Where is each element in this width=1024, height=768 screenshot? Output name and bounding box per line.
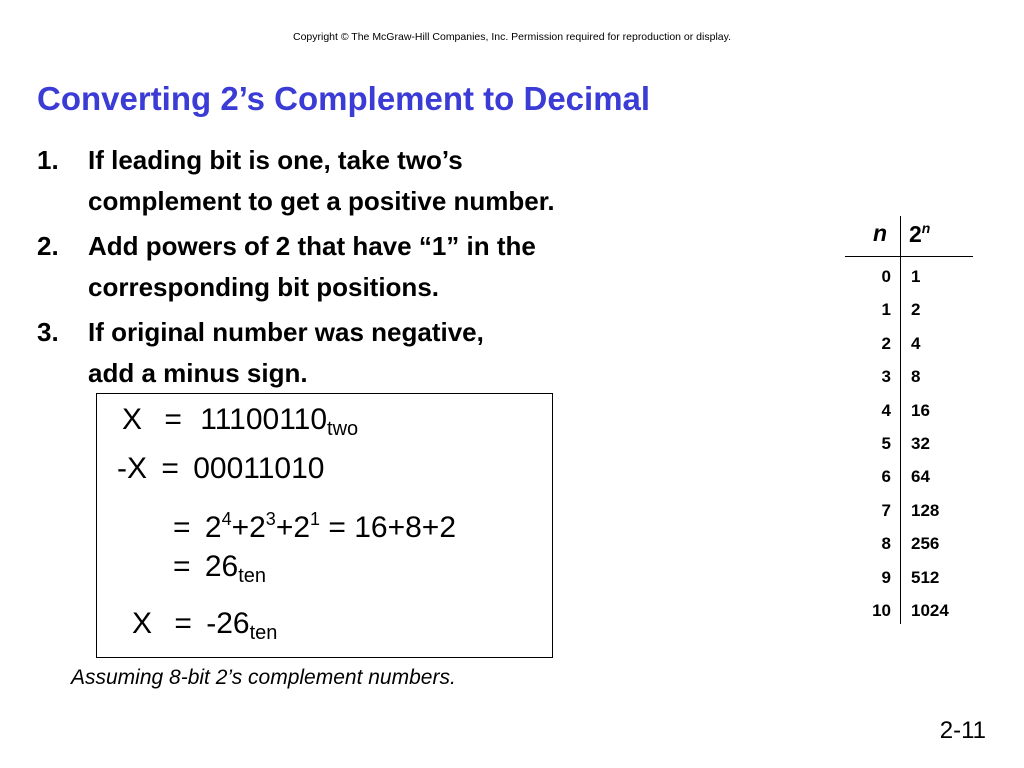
steps-list (37, 140, 737, 398)
copyright-notice: Copyright © The McGraw-Hill Companies, Inc. Permission required for reproduction or display. (292, 31, 732, 43)
table-row (845, 494, 975, 527)
slide-number: 2-11 (939, 717, 986, 744)
table-cell-n: 10 (872, 601, 891, 620)
final-result-line (132, 606, 277, 651)
assumption-note: Assuming 8-bit 2’s complement numbers. (71, 666, 456, 689)
step-line: If original number was negative, (88, 317, 484, 347)
table-cell-n: 1 (881, 300, 891, 320)
slide-title: Converting 2’s Complement to Decimal (37, 80, 651, 117)
step-line: complement to get a positive number. (88, 186, 555, 216)
sum-expansion: = 16+8+2 (320, 511, 457, 544)
step-1 (37, 140, 737, 222)
step-number: 3. (37, 317, 59, 347)
step-number: 2. (37, 231, 59, 261)
table-cell-n: 4 (881, 400, 891, 420)
table-cell-n: 6 (881, 467, 891, 487)
step-line: corresponding bit positions. (88, 272, 439, 302)
example-box (96, 393, 553, 658)
decimal-base-subscript: ten (238, 565, 267, 587)
step-line: add a minus sign. (88, 358, 308, 388)
equals-sign: = (161, 452, 179, 485)
table-row (845, 427, 975, 460)
table-row (845, 594, 975, 627)
final-base-subscript: ten (249, 622, 278, 644)
step-2 (37, 226, 737, 308)
table-cell-power: 256 (911, 534, 940, 554)
table-cell-power: 128 (911, 500, 940, 520)
table-cell-power: 16 (911, 400, 930, 420)
header-power (909, 220, 930, 248)
step-line: Add powers of 2 that have “1” in the (88, 231, 536, 261)
x-binary-value: 11100110 (200, 403, 328, 436)
table-cell-n: 5 (881, 434, 891, 453)
table-cell-power: 4 (911, 333, 921, 353)
power-exponent: 4 (221, 509, 232, 529)
table-cell-power: 2 (911, 300, 921, 320)
x-label: X (132, 607, 153, 640)
x-value-line (122, 402, 358, 447)
table-row (845, 394, 975, 427)
step-line: If leading bit is one, take two’s (88, 145, 463, 175)
power-exponent: 1 (310, 509, 321, 529)
neg-x-line (117, 451, 324, 487)
table-cell-power: 512 (911, 567, 940, 587)
neg-x-binary-value: 00011010 (193, 452, 325, 485)
table-row (845, 527, 975, 560)
x-label: X (122, 403, 143, 436)
table-cell-power: 8 (911, 367, 921, 387)
equals-sign: = (174, 607, 192, 640)
table-divider-horizontal (845, 256, 973, 257)
header-n: n (873, 220, 888, 246)
power-term: +2 (275, 511, 311, 544)
table-row (845, 260, 975, 293)
table-row (845, 293, 975, 326)
table-cell-n: 0 (881, 267, 891, 286)
step-text (88, 312, 484, 394)
step-3 (37, 312, 737, 394)
table-cell-power: 64 (911, 467, 930, 487)
table-cell-power: 32 (911, 434, 930, 453)
decimal-value-line (173, 549, 266, 594)
power-term: +2 (231, 511, 266, 544)
power-exponent: 3 (265, 509, 276, 529)
header-power-base: 2 (909, 221, 922, 247)
table-row (845, 327, 975, 360)
step-number: 1. (37, 145, 59, 175)
equals-sign: = (164, 403, 182, 436)
decimal-value: 26 (204, 550, 239, 583)
power-term: 2 (204, 511, 222, 544)
header-power-exponent: n (921, 220, 931, 236)
table-cell-n: 9 (881, 567, 891, 587)
table-row (845, 561, 975, 594)
table-row (845, 360, 975, 393)
table-cell-power: 1 (911, 267, 921, 286)
x-base-subscript: two (327, 418, 359, 440)
step-text (88, 226, 536, 308)
step-text (88, 140, 555, 222)
table-cell-n: 8 (881, 534, 891, 554)
equals-sign: = (173, 550, 191, 583)
table-cell-power: 1024 (911, 601, 949, 620)
table-row (845, 460, 975, 493)
neg-x-label: -X (117, 452, 147, 485)
table-cell-n: 7 (881, 500, 891, 520)
final-value: -26 (206, 607, 250, 640)
table-cell-n: 3 (881, 367, 891, 387)
equals-sign: = (173, 511, 191, 544)
powers-sum-line (173, 501, 456, 546)
table-cell-n: 2 (881, 333, 891, 353)
